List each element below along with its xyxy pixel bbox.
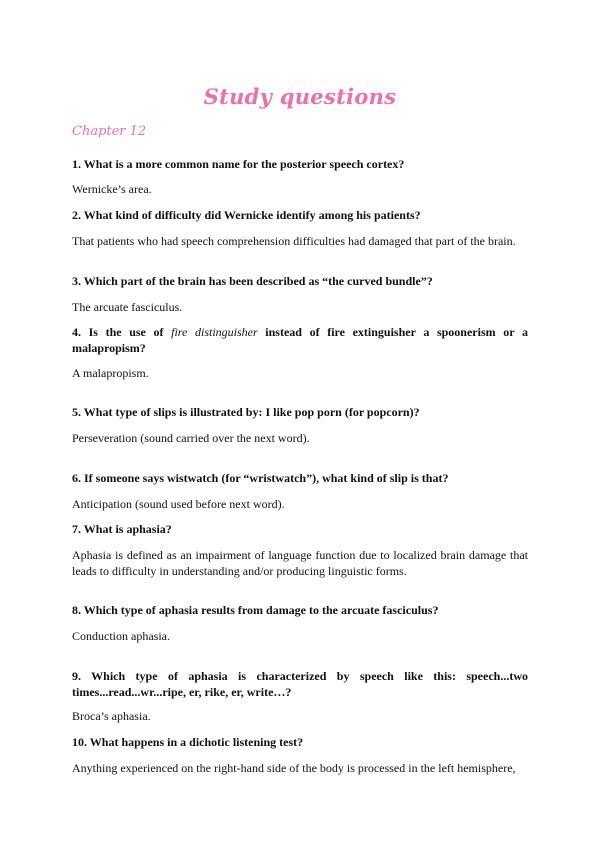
answer-1: Wernicke’s area. — [72, 182, 152, 196]
question-4 — [72, 324, 528, 356]
question-3: 3. Which part of the brain has been described as “the curved bundle”? — [72, 274, 433, 288]
page-title: Study questions — [203, 84, 397, 109]
question-4-end: instead of fire extinguisher a spoonerism or a malapropism? — [72, 325, 528, 355]
answer-5: Perseveration (sound carried over the next word). — [72, 431, 310, 445]
question-7: 7. What is aphasia? — [72, 522, 172, 536]
answer-3: The arcuate fasciculus. — [72, 300, 183, 314]
answer-9: Broca’s aphasia. — [72, 709, 151, 723]
question-4-italic-term: fire distinguisher — [171, 325, 258, 339]
answer-2: That patients who had speech comprehension difficulties had damaged that part of the brain. — [72, 234, 516, 248]
question-10: 10. What happens in a dichotic listening test? — [72, 735, 304, 749]
question-8: 8. Which type of aphasia results from damage to the arcuate fasciculus? — [72, 603, 439, 617]
answer-6: Anticipation (sound used before next word). — [72, 497, 285, 511]
answer-4: A malapropism. — [72, 366, 149, 380]
chapter-heading: Chapter 12 — [72, 124, 147, 139]
answer-7: Aphasia is defined as an impairment of language function due to localized brain damage that leads to difficulty in understanding and/or producing linguistic forms. — [72, 548, 528, 578]
question-1: 1. What is a more common name for the posterior speech cortex? — [72, 157, 405, 171]
question-9: 9. Which type of aphasia is characterized by speech like this: speech...two times...read...wr...ripe, er, rike, er, write…? — [72, 669, 528, 699]
question-2: 2. What kind of difficulty did Wernicke identify among his patients? — [72, 208, 421, 222]
question-5: 5. What type of slips is illustrated by: I like pop porn (for popcorn)? — [72, 405, 420, 419]
answer-8: Conduction aphasia. — [72, 629, 170, 643]
question-6: 6. If someone says wistwatch (for “wristwatch”), what kind of slip is that? — [72, 471, 449, 485]
question-4-start: 4. Is the use of — [72, 325, 172, 339]
answer-10: Anything experienced on the right-hand side of the body is processed in the left hemisphere, — [72, 761, 516, 775]
